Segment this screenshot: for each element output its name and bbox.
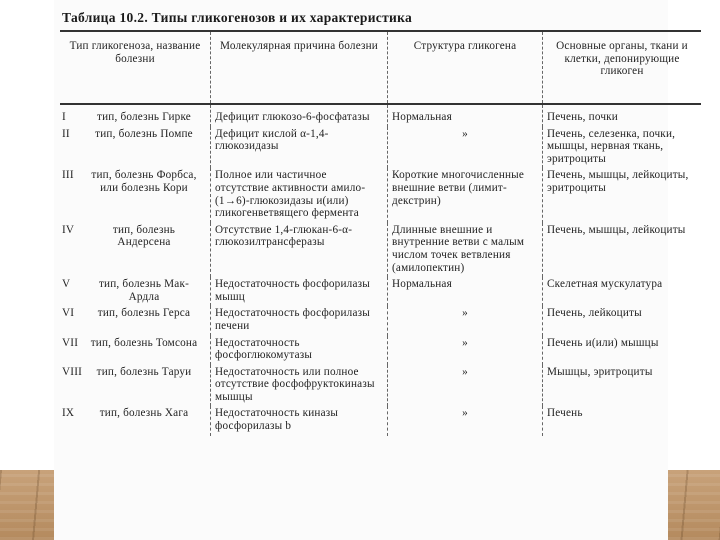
disease-name: тип, болезнь Томсона xyxy=(90,336,198,349)
organs-cell: Печень, селезенка, почки, мышцы, нервная ткань, эритроциты xyxy=(543,127,702,169)
disease-name: тип, болезнь Герса xyxy=(97,307,191,320)
type-cell xyxy=(60,168,211,222)
disease-name: тип, болезнь Мак-Ардла xyxy=(98,278,190,303)
type-number: II xyxy=(62,127,70,140)
cause-cell: Недостаточность фосфорилазы печени xyxy=(211,306,388,335)
ditto-mark: » xyxy=(462,307,468,320)
table-row xyxy=(60,168,701,222)
ditto-mark: » xyxy=(462,407,468,420)
table-row xyxy=(60,104,701,127)
table-row xyxy=(60,127,701,169)
type-cell xyxy=(60,365,211,407)
type-number: V xyxy=(62,278,71,291)
organs-cell: Печень и(или) мышцы xyxy=(543,336,702,365)
type-number: IV xyxy=(62,223,75,236)
type-cell xyxy=(60,223,211,277)
type-number: VII xyxy=(62,336,79,349)
disease-name: тип, болезнь Андерсена xyxy=(112,223,176,249)
table-row xyxy=(60,306,701,335)
cause-cell: Дефицит кислой α-1,4-глюкозидазы xyxy=(211,127,388,169)
cause-cell: Недостаточность фосфоглюкомутазы xyxy=(211,336,388,365)
organs-cell: Печень xyxy=(543,406,702,435)
ditto-mark: » xyxy=(462,336,468,349)
table-row xyxy=(60,277,701,306)
type-cell xyxy=(60,406,211,435)
disease-name: тип, болезнь Форбса, или болезнь Кори xyxy=(91,169,197,194)
ditto-mark: » xyxy=(462,127,468,140)
table-title: Таблица 10.2. Типы гликогенозов и их характеристика xyxy=(62,10,412,25)
header-structure: Структура гликогена xyxy=(388,31,543,104)
organs-cell: Скелетная мускулатура xyxy=(543,277,702,306)
structure-cell: Короткие многочисленные внешние ветви (лимит-декстрин) xyxy=(388,168,543,222)
type-cell xyxy=(60,277,211,306)
organs-cell: Печень, мышцы, лейкоциты xyxy=(543,223,702,277)
organs-cell: Мышцы, эритроциты xyxy=(543,365,702,407)
structure-cell xyxy=(388,127,543,169)
organs-cell: Печень, почки xyxy=(543,104,702,127)
header-cause: Молекулярная причина болезни xyxy=(211,31,388,104)
organs-cell: Печень, лейкоциты xyxy=(543,306,702,335)
structure-cell: Нормальная xyxy=(388,104,543,127)
disease-name: тип, болезнь Хага xyxy=(99,407,189,420)
type-number: III xyxy=(62,169,74,182)
type-cell xyxy=(60,306,211,335)
type-cell xyxy=(60,104,211,127)
structure-cell: Длинные внешние и внутренние ветви с малым числом точек ветвления (амилопектин) xyxy=(388,223,543,277)
cause-cell: Дефицит глюкозо-6-фосфатазы xyxy=(211,104,388,127)
glycogenosis-table xyxy=(60,30,701,436)
type-cell xyxy=(60,336,211,365)
table-row xyxy=(60,223,701,277)
ditto-mark: » xyxy=(462,365,468,378)
table-row xyxy=(60,336,701,365)
disease-name: тип, болезнь Помпе xyxy=(95,127,193,140)
disease-name: тип, болезнь Гирке xyxy=(97,111,191,123)
table-row xyxy=(60,406,701,435)
structure-cell xyxy=(388,306,543,335)
header-organs: Основные органы, ткани и клетки, депонирующие гликоген xyxy=(543,31,702,104)
cause-cell: Недостаточность фосфорилазы мышц xyxy=(211,277,388,306)
type-number: I xyxy=(62,111,66,123)
structure-cell: Нормальная xyxy=(388,277,543,306)
cause-cell: Недостаточность киназы фосфорилазы b xyxy=(211,406,388,435)
cause-cell: Полное или частичное отсутствие активности амило-(1→6)-глюкозидазы и(или) гликогенветвящего фермента xyxy=(211,168,388,222)
structure-cell xyxy=(388,406,543,435)
type-cell xyxy=(60,127,211,169)
cause-cell: Отсутствие 1,4-глюкан-6-α-глюкозилтрансферазы xyxy=(211,223,388,277)
structure-cell xyxy=(388,336,543,365)
cause-cell: Недостаточность или полное отсутствие фосфофруктокиназы мышцы xyxy=(211,365,388,407)
type-number: IX xyxy=(62,407,75,420)
type-number: VIII xyxy=(62,365,83,378)
organs-cell: Печень, мышцы, лейкоциты, эритроциты xyxy=(543,168,702,222)
header-row xyxy=(60,31,701,104)
type-number: VI xyxy=(62,307,75,320)
structure-cell xyxy=(388,365,543,407)
disease-name: тип, болезнь Таруи xyxy=(96,365,192,378)
table-row xyxy=(60,365,701,407)
header-type: Тип гликогеноза, название болезни xyxy=(60,31,211,104)
